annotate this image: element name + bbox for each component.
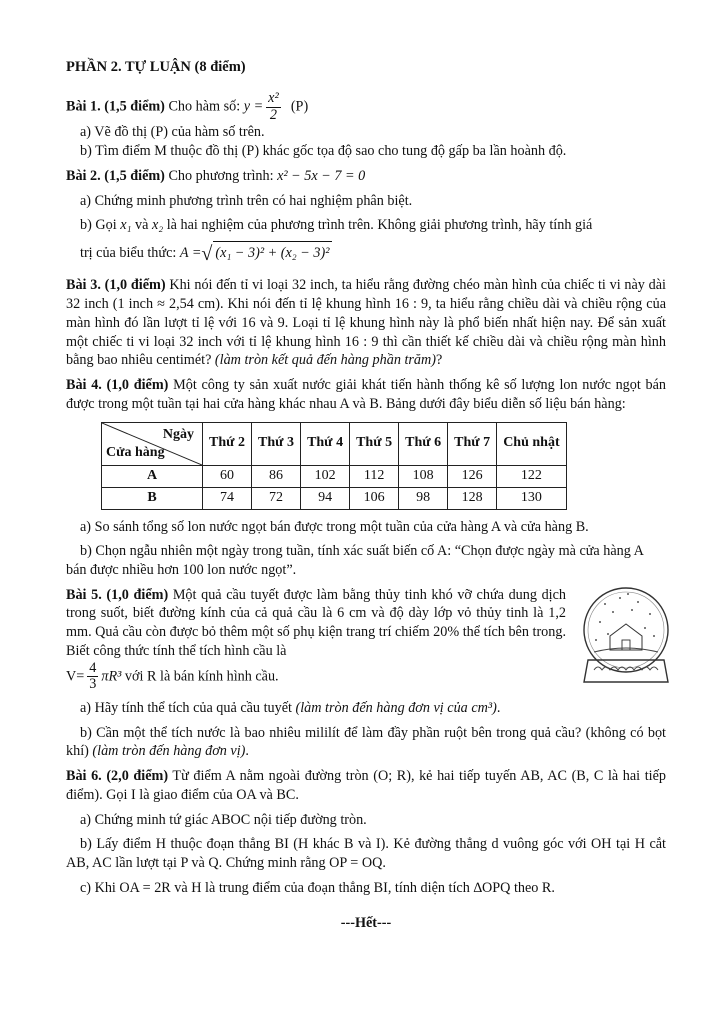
problem-5 — [66, 586, 666, 761]
problem-4 — [66, 376, 666, 580]
problem-4-title: Bài 4. (1,0 điểm) — [66, 377, 169, 394]
problem-2b-line2: trị của biểu thức: — [80, 245, 177, 262]
problem-3-title: Bài 3. (1,0 điểm) — [66, 277, 166, 294]
table-header: Thứ 5 — [350, 422, 399, 465]
formula-rhs: πR³ — [101, 668, 122, 685]
table-cell: 122 — [497, 465, 566, 487]
problem-1b: b) Tìm điểm M thuộc đồ thị (P) khác gốc tọa độ sao cho tung độ gấp ba lần hoành độ. — [80, 143, 567, 160]
root-x2: x₂ — [151, 217, 164, 234]
sqrt-sign: √ — [201, 243, 213, 266]
table-cell: 112 — [350, 465, 399, 487]
exam-page — [66, 58, 666, 932]
problem-5b — [66, 724, 666, 761]
formula-denominator: 3 — [89, 676, 97, 693]
problem-5a — [66, 699, 666, 718]
root-x1: x₁ — [120, 217, 132, 234]
parabola-tag: (P) — [290, 98, 309, 115]
table-header: Chủ nhật — [497, 422, 566, 465]
table-row — [102, 487, 567, 509]
problem-6b: b) Lấy điểm H thuộc đoạn thẳng BI (H khác B và I). Kẻ đường thẳng d vuông góc với OH tại H cắt AB, AC lần lượt tại P và Q. Chứng minh rằng OP = OQ. — [66, 836, 666, 872]
equation: x² − 5x − 7 = 0 — [277, 167, 366, 184]
formula-lhs: V= — [66, 668, 85, 685]
problem-4-text: Một công ty sản xuất nước giải khát tiến hành thống kê số lượng lon nước ngọt bán được trong một tuần tại hai cửa hàng khác nhau A và B. Bảng dưới đây biểu diễn số liệu bán hàng: — [66, 377, 666, 412]
problem-6-text: Từ điểm A nằm ngoài đường tròn (O; R), kẻ hai tiếp tuyến AB, AC (B, C là hai tiếp điểm). Gọi I là giao điểm của OA và BC. — [66, 768, 666, 803]
formula-numerator: 4 — [89, 659, 97, 676]
problem-3-end: ? — [436, 352, 443, 369]
table-row — [102, 465, 567, 487]
problem-2b-pre: b) Gọi — [80, 217, 117, 234]
problem-2-title: Bài 2. (1,5 điểm) — [66, 167, 165, 184]
table-cell: 74 — [203, 487, 252, 509]
problem-5a-pre: a) Hãy tính thể tích của quả cầu tuyết — [80, 699, 292, 716]
snow-globe-image — [580, 584, 672, 696]
problem-2b-and: và — [134, 217, 149, 234]
section-title: PHẦN 2. TỰ LUẬN (8 điểm) — [66, 59, 246, 75]
problem-1-intro: Cho hàm số: — [168, 98, 241, 115]
problem-2 — [66, 167, 666, 268]
fraction-denominator: 2 — [269, 106, 277, 123]
problem-6 — [66, 767, 666, 897]
problem-4a: a) So sánh tổng số lon nước ngọt bán được trong một tuần của cửa hàng A và cửa hàng B. — [80, 518, 589, 535]
problem-1a: a) Vẽ đồ thị (P) của hàm số trên. — [80, 124, 265, 141]
table-header: Thứ 3 — [252, 422, 301, 465]
problem-2b-expression-line — [66, 241, 666, 267]
expression-lhs: A = — [179, 245, 202, 262]
table-cell: 106 — [350, 487, 399, 509]
problem-3-text: Khi nói đến tỉ vi loại 32 inch, ta hiểu rằng đường chéo màn hình của chiếc ti vi này dài 32 inch (1 inch ≈ 2,54 cm). Khi nói đến tỉ lệ khung hình 16 : 9, ta hiểu rằng chiều dài và chiều rộng của màn hình đó lần lượt tỉ lệ với 16 và 9. Loại tỉ lệ khung hình này là phổ biến nhất hiện nay. Để sản xuất một chiếc ti vi loại 32 inch với tỉ lệ khung hình 16 : 9 thì cần thiết kế chiều dài và chiều rộng màn hình bằng bao nhiêu centimét? — [66, 277, 666, 369]
problem-5-title: Bài 5. (1,0 điểm) — [66, 586, 169, 603]
table-cell: 126 — [448, 465, 497, 487]
function-lhs: y = — [243, 98, 264, 115]
corner-top-label: Ngày — [162, 426, 194, 442]
problem-5b-note: (làm tròn đến hàng đơn vị) — [92, 743, 246, 760]
table-header-row — [102, 422, 567, 465]
problem-2a: a) Chứng minh phương trình trên có hai nghiệm phân biệt. — [80, 192, 413, 209]
problem-4b: b) Chọn ngẫu nhiên một ngày trong tuần, tính xác suất biến cố A: “Chọn được ngày mà cửa hàng A bán được nhiều hơn 100 lon nước ngọt”. — [66, 543, 644, 579]
formula-fraction — [87, 661, 98, 693]
row-label: B — [102, 487, 203, 509]
table-header: Thứ 6 — [399, 422, 448, 465]
problem-2b — [66, 216, 666, 235]
problem-6c: c) Khi OA = 2R và H là trung điểm của đoạn thẳng BI, tính diện tích ∆OPQ theo R. — [80, 879, 555, 896]
problem-5b-pre: b) Cần một thể tích nước là bao nhiêu mililít để làm đầy phần ruột bên trong quả cầu? (không có bọt khí) — [66, 724, 666, 760]
row-label: A — [102, 465, 203, 487]
problem-3 — [66, 276, 666, 370]
sales-table — [101, 422, 567, 510]
table-cell: 94 — [301, 487, 350, 509]
volume-formula-line — [66, 661, 566, 693]
problem-5a-note: (làm tròn đến hàng đơn vị của cm³) — [295, 699, 497, 716]
corner-bottom-label: Cửa hàng — [106, 445, 165, 461]
function-fraction — [266, 91, 281, 123]
end-marker: ---Hết--- — [340, 914, 392, 931]
problem-2-intro: Cho phương trình: — [168, 167, 274, 184]
fraction-numerator: x² — [268, 90, 279, 107]
problem-5-text: Một quả cầu tuyết được làm bằng thủy tinh khó vỡ chứa dung dịch trong suốt, biết đường kính của cả quả cầu là 6 cm và độ dày lớp vỏ thủy tinh là 1,2 mm. Quả cầu còn được bỏ thêm một số phụ kiện trang trí chiếm 20% thể tích bên trong. Biết công thức tính thể tích hình cầu là — [66, 586, 566, 659]
formula-post: với R là bán kính hình cầu. — [124, 668, 279, 685]
problem-6-title: Bài 6. (2,0 điểm) — [66, 768, 169, 785]
problem-2b-post: là hai nghiệm của phương trình trên. Không giải phương trình, hãy tính giá — [166, 217, 593, 234]
table-cell: 128 — [448, 487, 497, 509]
table-header: Thứ 2 — [203, 422, 252, 465]
expression-radicand: (x₁ − 3)² + (x₂ − 3)² — [213, 241, 332, 263]
problem-1-title: Bài 1. (1,5 điểm) — [66, 98, 165, 115]
problem-3-note: (làm tròn kết quả đến hàng phần trăm) — [214, 352, 436, 369]
problem-6a: a) Chứng minh tứ giác ABOC nội tiếp đường tròn. — [80, 811, 367, 828]
table-header: Thứ 4 — [301, 422, 350, 465]
table-header: Thứ 7 — [448, 422, 497, 465]
table-cell: 102 — [301, 465, 350, 487]
table-cell: 72 — [252, 487, 301, 509]
table-cell: 86 — [252, 465, 301, 487]
problem-5a-end: . — [496, 699, 501, 716]
table-cell: 108 — [399, 465, 448, 487]
table-cell: 130 — [497, 487, 566, 509]
table-cell: 60 — [203, 465, 252, 487]
table-cell: 98 — [399, 487, 448, 509]
table-corner-cell — [102, 422, 203, 465]
problem-5b-end: . — [245, 743, 249, 760]
problem-1 — [66, 91, 666, 161]
